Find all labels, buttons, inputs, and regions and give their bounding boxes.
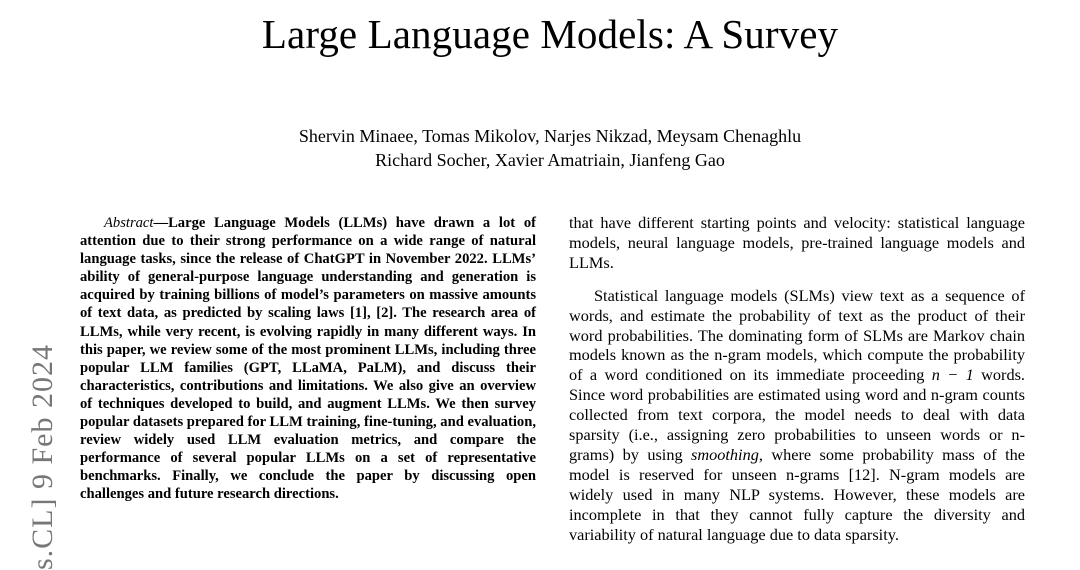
math-n-minus-1: n − 1 [931,365,974,385]
abstract-heading: Abstract [104,215,154,231]
abstract [80,214,536,504]
paper-title: Large Language Models: A Survey [261,11,839,57]
para2-text-b: words. Since word probabilities are estimated using word and n-gram counts collected from text corpora, the model needs to deal with data sparsity (i.e., assigning zero probabilities to unseen words or n-grams) by using [569,365,1025,464]
author-list [0,124,1080,172]
introduction-column [569,213,1025,545]
para2-text-c: , where some probability mass of the model is reserved for unseen n-grams [12]. N-gram models are widely used in many NLP systems. However, these models are incomplete in that they cannot fully capture the diversity and variability of natural language due to data sparsity. [569,444,1026,544]
body-paragraph-1: that have different starting points and velocity: statistical language models, neural language models, pre-trained language models and LLMs. [569,213,1025,272]
smoothing-term: smoothing [691,444,759,464]
abstract-text: Large Language Models (LLMs) have drawn a lot of attention due to their strong performance on a wide range of natural language tasks, since the release of ChatGPT in November 2022. LLMs’ ability of general-purpose language understanding and generation is acquired by training billions of model’s parameters on massive amounts of text data, as predicted by scaling laws [1], [2]. The research area of LLMs, while very recent, is evolving rapidly in many different ways. In this paper, we review some of the most prominent LLMs, including three popular LLM families (GPT, LLaMA, PaLM), and discuss their characteristics, contributions and limitations. We also give an overview of techniques developed to build, and augment LLMs. We then survey popular datasets prepared for LLM training, fine-tuning, and evaluation, review widely used LLM evaluation metrics, and compare the performance of several popular LLMs on a set of representative benchmarks. Finally, we conclude the paper by discussing open challenges and future research directions. [80,215,536,503]
arxiv-id-stamp: s.CL] 9 Feb 2024 [26,344,59,570]
body-paragraph-2 [569,286,1025,545]
abstract-dash: — [153,215,169,231]
authors-line-2: Richard Socher, Xavier Amatriain, Jianfeng Gao [375,150,725,170]
authors-line-1: Shervin Minaee, Tomas Mikolov, Narjes Nikzad, Meysam Chenaghlu [298,126,802,146]
para2-text-a: Statistical language models (SLMs) view text as a sequence of words, and estimate the probability of text as the product of their word probabilities. The dominating form of SLMs are Markov chain models known as the n-gram models, which compute the probability of a word conditioned on its immediate proceeding [569,285,1025,385]
